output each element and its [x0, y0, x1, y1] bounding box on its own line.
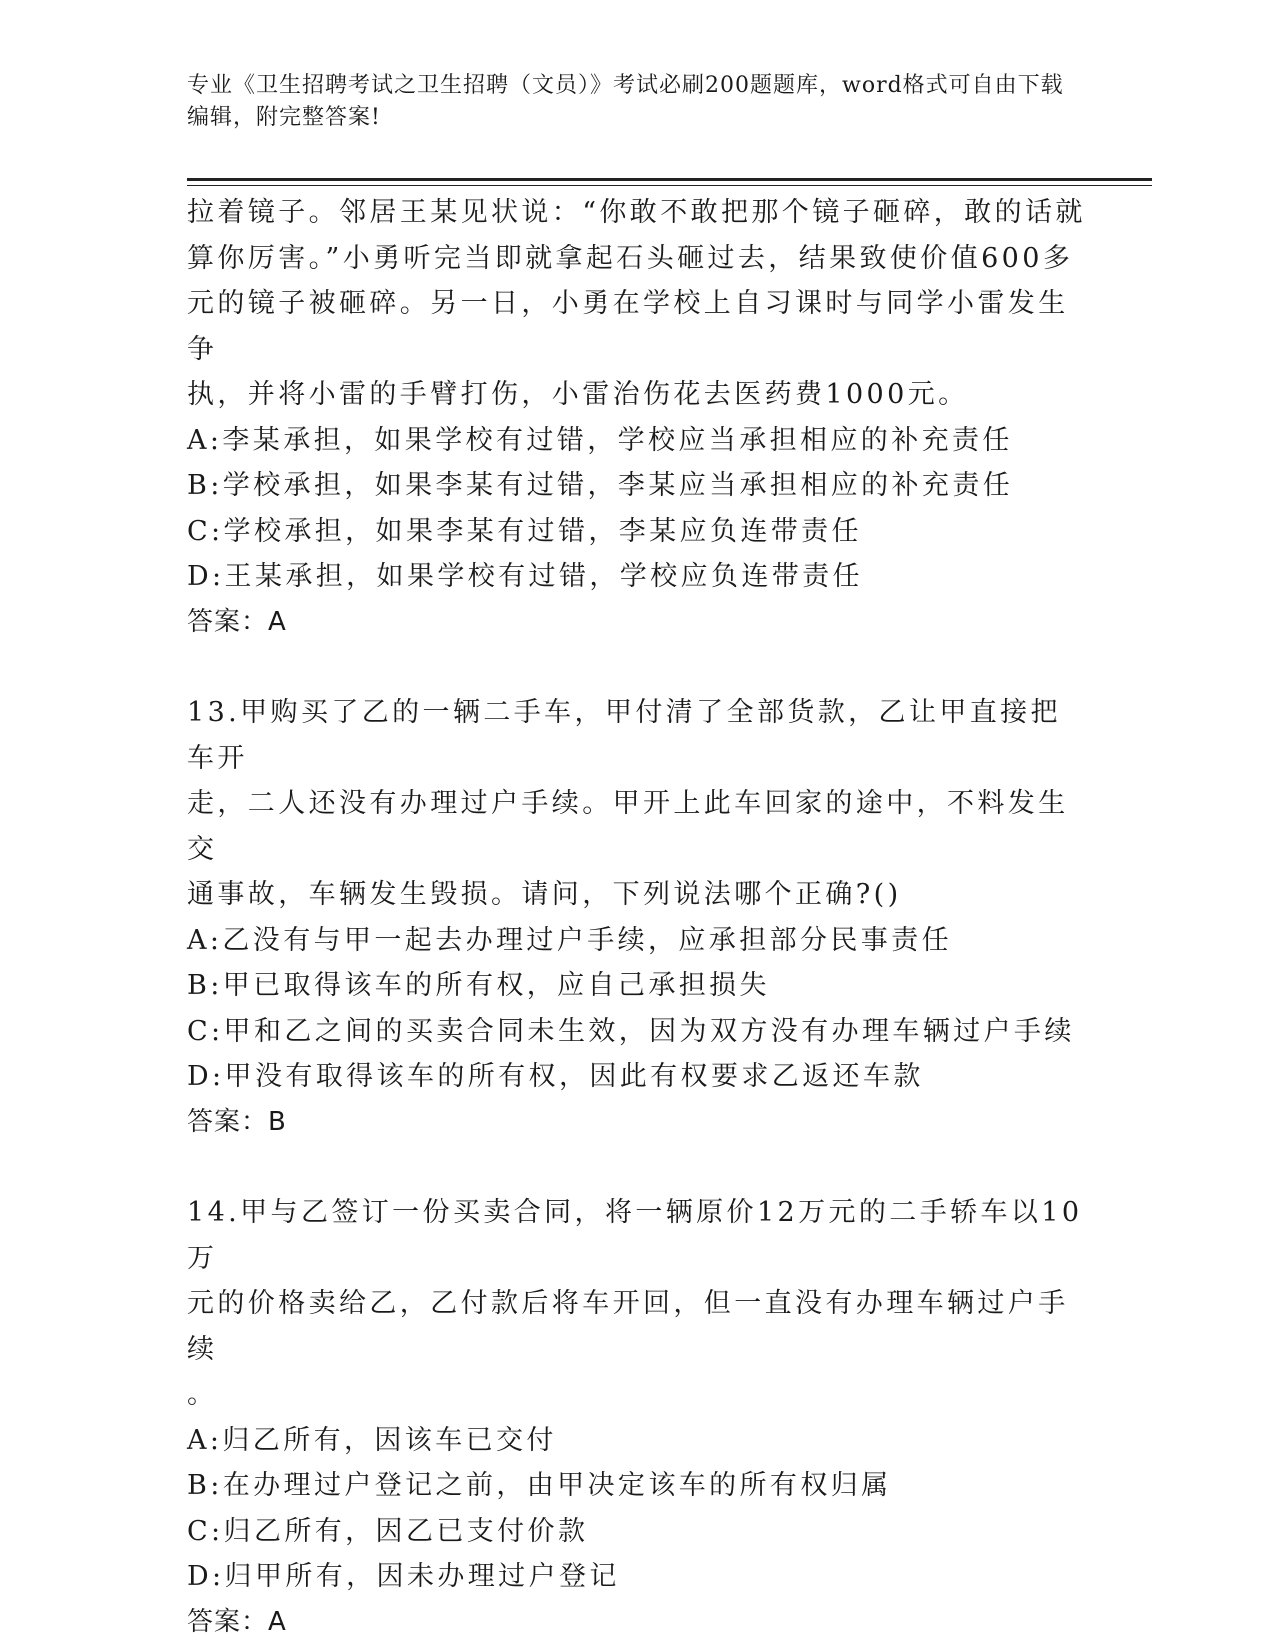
option-a: A:李某承担，如果学校有过错，学校应当承担相应的补充责任: [187, 424, 1013, 456]
spacer: [187, 1145, 1087, 1190]
question-13: [187, 690, 1087, 1145]
option-d: D:归甲所有，因未办理过户登记: [187, 1561, 620, 1592]
option-b: B:学校承担，如果李某有过错，李某应当承担相应的补充责任: [187, 470, 1014, 501]
spacer: [187, 645, 1087, 690]
option-a: A:乙没有与甲一起去办理过户手续，应承担部分民事责任: [187, 924, 952, 956]
document-body: [187, 190, 1087, 1645]
document-header: [187, 70, 1067, 134]
question-14: [187, 1190, 1087, 1645]
option-d: D:甲没有取得该车的所有权，因此有权要求乙返还车款: [187, 1061, 924, 1092]
option-c: C:归乙所有，因乙已支付价款: [187, 1515, 589, 1547]
answer-line: 答案：A: [187, 606, 287, 637]
option-c: C:甲和乙之间的买卖合同未生效，因为双方没有办理车辆过户手续: [187, 1015, 1075, 1047]
question-stem-line: 。: [187, 1379, 218, 1410]
question-stem-line: 14.甲与乙签订一份买卖合同，将一辆原价12万元的二手轿车以10万: [187, 1197, 1083, 1274]
question-stem-line: 元的价格卖给乙，乙付款后将车开回，但一直没有办理车辆过户手续: [187, 1288, 1069, 1365]
question-12: [187, 190, 1087, 645]
option-d: D:王某承担，如果学校有过错，学校应负连带责任: [187, 561, 863, 592]
option-a: A:归乙所有，因该车已交付: [187, 1424, 557, 1456]
header-rule-thick: [187, 178, 1152, 181]
question-stem-line: 通事故，车辆发生毁损。请问，下列说法哪个正确?(): [187, 879, 902, 910]
answer-line: 答案：B: [187, 1106, 287, 1137]
question-stem-line: 算你厉害。”小勇听完当即就拿起石头砸过去，结果致使价值600多: [187, 242, 1074, 274]
header-rule-thin: [187, 185, 1152, 186]
option-b: B:甲已取得该车的所有权，应自己承担损失: [187, 970, 770, 1001]
question-stem-line: 元的镜子被砸碎。另一日，小勇在学校上自习课时与同学小雷发生争: [187, 288, 1069, 365]
header-text: 专业《卫生招聘考试之卫生招聘（文员）》考试必刷200题题库，word格式可自由下载编辑，附完整答案!: [187, 73, 1064, 130]
answer-line: 答案：A: [187, 1606, 287, 1637]
question-stem-line: 拉着镜子。邻居王某见状说：“你敢不敢把那个镜子砸碎，敢的话就: [187, 197, 1086, 228]
question-stem-line: 走，二人还没有办理过户手续。甲开上此车回家的途中，不料发生交: [187, 788, 1069, 865]
question-stem-line: 执，并将小雷的手臂打伤，小雷治伤花去医药费1000元。: [187, 379, 969, 410]
option-c: C:学校承担，如果李某有过错，李某应负连带责任: [187, 515, 862, 547]
option-b: B:在办理过户登记之前，由甲决定该车的所有权归属: [187, 1470, 892, 1501]
question-stem-line: 13.甲购买了乙的一辆二手车，甲付清了全部货款，乙让甲直接把车开: [187, 697, 1061, 774]
